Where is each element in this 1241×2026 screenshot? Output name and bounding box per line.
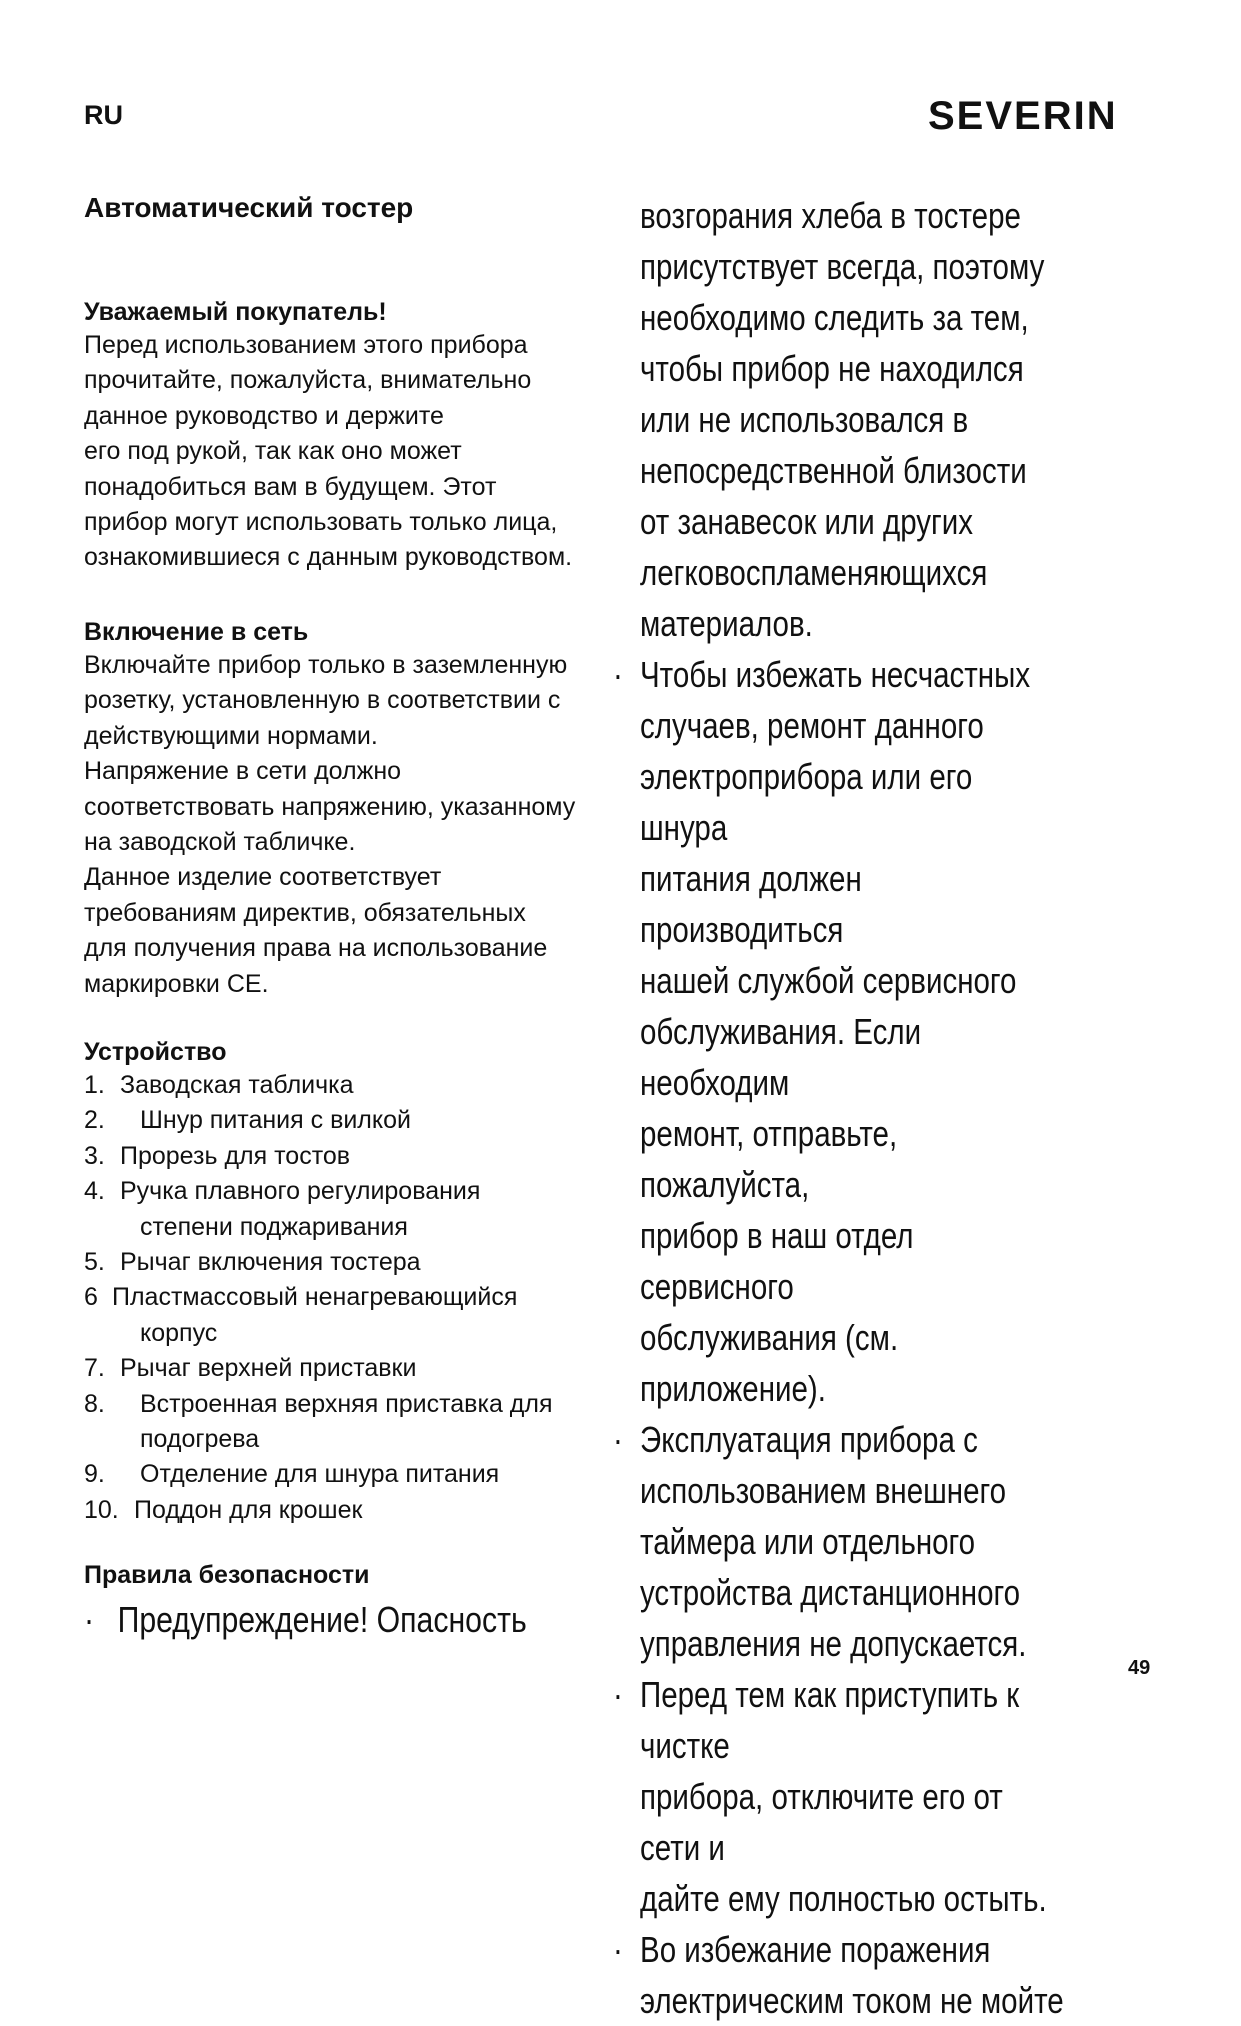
text-line: чтобы прибор не находился [640,348,1024,389]
intro-paragraph [84,328,572,576]
text-line: электрическим током не мойте [640,1980,1064,2021]
text-line: питания должен производиться [640,858,862,950]
list-item: 2. Шнур питания с вилкой [84,1106,411,1135]
text-line: электроприбора или его шнура [640,756,973,848]
safety-heading: Правила безопасности [84,1561,370,1589]
text-line: Перед использованием этого прибора [84,331,528,359]
text-line: необходимо следить за тем, [640,297,1029,338]
text-line: или не использовался в [640,399,969,440]
text-line: присутствует всегда, поэтому [640,246,1045,287]
text-line: возгорания хлеба в тостере [640,195,1021,236]
bullet-marker: · [84,1599,95,1640]
page-number: 49 [1128,1657,1151,1679]
text-line: легковоспламеняющихся [640,552,988,593]
text-line: Включайте прибор только в заземленную [84,651,568,679]
text-line: использованием внешнего [640,1470,1007,1511]
list-item: корпус [140,1318,218,1347]
text-line: действующими нормами. [84,721,378,750]
page-title: Автоматический тостер [84,192,414,223]
text-line: прибор могут использовать только лица, [84,508,558,537]
text-line: таймера или отдельного [640,1521,976,1562]
list-item: 9. Отделение для шнура питания [84,1460,500,1489]
bullet-marker: · [612,1419,623,1460]
bullet-item: · Во избежание поражения [640,1924,1066,1975]
bullet-marker: · [612,1674,623,1715]
language-code: RU [84,100,123,130]
text-line: маркировки CE. [84,969,269,998]
list-item: 8. Встроенная верхняя приставка для [84,1389,553,1418]
text-line: прибора, отключите его от сети и [640,1776,1003,1868]
text-line: понадобиться вам в будущем. Этот [84,472,497,501]
text-line: ремонт, отправьте, пожалуйста, [640,1113,898,1205]
list-item: 4. Ручка плавного регулирования [84,1177,481,1206]
list-item: 1. Заводская табличка [84,1071,354,1099]
list-item: 6 Пластмассовый ненагревающийся [84,1283,518,1312]
text-line: ознакомившиеся с данным руководством. [84,543,573,572]
bullet-item: · Эксплуатация прибора с [640,1414,1066,1465]
text-line: обслуживания. Если необходим [640,1011,922,1103]
list-item: степени поджаривания [140,1212,408,1241]
text-line: розетку, установленную в соответствии с [84,686,561,715]
text-line: на заводской табличке. [84,828,356,857]
text-line: для получения права на использование [84,934,548,963]
power-paragraph [84,648,575,1002]
text-line: материалов. [640,603,813,644]
text-line: требованиям директив, обязательных [84,898,526,927]
list-item: 3. Прорезь для тостов [84,1141,351,1170]
text-line: Данное изделие соответствует [84,863,442,892]
text-line: устройства дистанционного [640,1572,1021,1613]
power-heading: Включение в сеть [84,618,309,646]
text-line: прибор в наш отдел сервисного [640,1215,914,1307]
text-line: непосредственной близости [640,450,1027,491]
text-line: от занавесок или других [640,501,974,542]
text-line: управления не допускается. [640,1623,1027,1664]
text-line: его под рукой, так как оно может [84,437,462,466]
list-item: 10. Поддон для крошек [84,1495,363,1524]
safety-text-block [612,190,1066,2026]
safety-warning-start [84,1598,527,1642]
bullet-marker: · [612,654,623,695]
text-line: соответствовать напряжению, указанному [84,792,576,821]
bullet-item: · Чтобы избежать несчастных [640,649,1066,700]
warning-text: Предупреждение! Опасность [117,1599,527,1640]
device-list [84,1068,553,1528]
bullet-item: · Перед тем как приступить к чистке [640,1669,1066,1771]
text-line: Напряжение в сети должно [84,757,402,786]
list-item: 5. Рычаг включения тостера [84,1248,421,1277]
text-line: обслуживания (см. приложение). [640,1317,899,1409]
device-heading: Устройство [84,1038,227,1066]
list-item: подогрева [140,1425,260,1454]
brand-logo: SEVERIN [928,94,1118,138]
bullet-marker: · [612,1929,623,1970]
text-line: дайте ему полностью остыть. [640,1878,1047,1919]
intro-heading: Уважаемый покупатель! [84,298,387,326]
text-line: данное руководство и держите [84,401,444,430]
text-line: нашей службой сервисного [640,960,1017,1001]
text-line: прочитайте, пожалуйста, внимательно [84,366,532,395]
text-line: случаев, ремонт данного [640,705,984,746]
list-item: 7. Рычаг верхней приставки [84,1354,417,1383]
